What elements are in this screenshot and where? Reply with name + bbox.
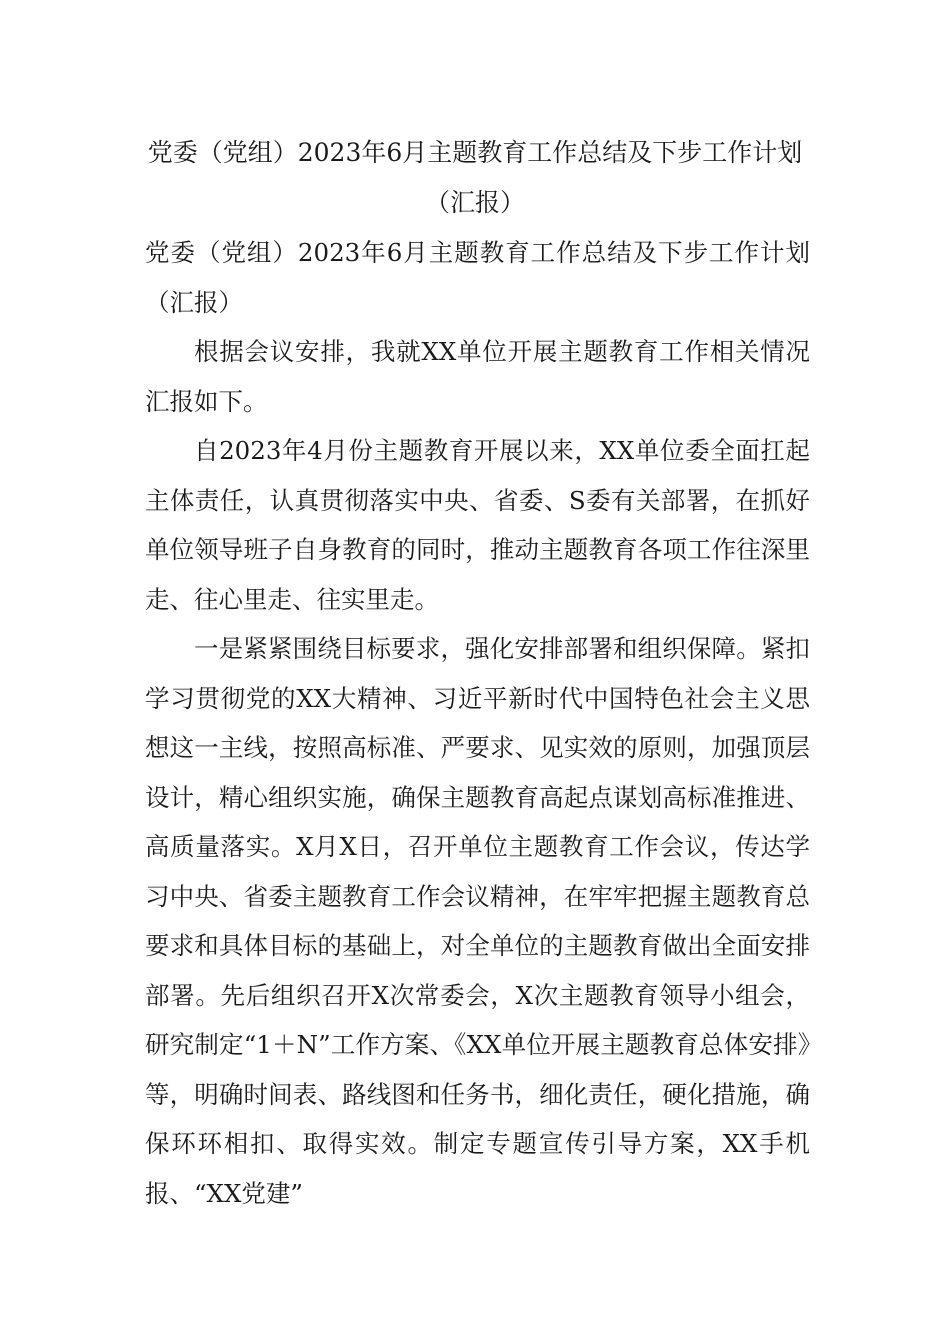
document-body [145, 228, 810, 1218]
section-one-paragraph: 一是紧紧围绕目标要求，强化安排部署和组织保障。紧扣学习贯彻党的XX大精神、习近平新时代中国特色社会主义思想这一主线，按照高标准、严要求、见实效的原则，加强顶层设计，精心组织实施，确保主题教育高起点谋划高标准推进、高质量落实。X月X日，召开单位主题教育工作会议，传达学习中央、省委主题教育工作会议精神，在牢牢把握主题教育总要求和具体目标的基础上，对全单位的主题教育做出全面安排部署。先后组织召开X次常委会，X次主题教育领导小组会，研究制定“1＋N”工作方案、《XX单位开展主题教育总体安排》等，明确时间表、路线图和任务书，细化责任，硬化措施，确保环环相扣、取得实效。制定专题宣传引导方案，XX手机报、“XX党建” [145, 634, 810, 1208]
overview-paragraph: 自2023年4月份主题教育开展以来，XX单位委全面扛起主体责任，认真贯彻落实中央、省委、S委有关部署，在抓好单位领导班子自身教育的同时，推动主题教育各项工作往深里走、往心里走、往实里走。 [145, 436, 810, 614]
intro-paragraph: 根据会议安排，我就XX单位开展主题教育工作相关情况汇报如下。 [145, 337, 810, 416]
repeated-title-paragraph: 党委（党组）2023年6月主题教育工作总结及下步工作计划（汇报） [145, 238, 810, 317]
document-title: 党委（党组）2023年6月主题教育工作总结及下步工作计划（汇报） [147, 138, 803, 217]
